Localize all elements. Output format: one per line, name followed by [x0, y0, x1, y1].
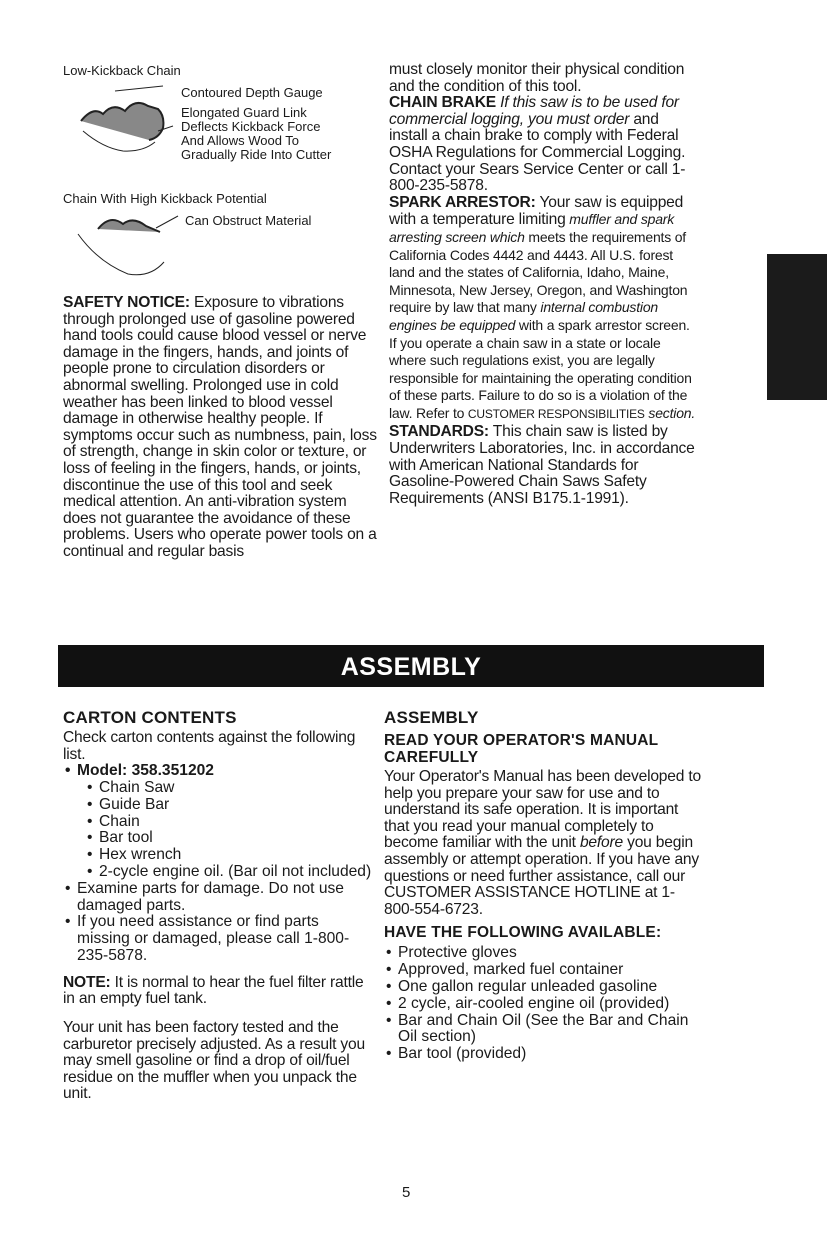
- list-item: • If you need assistance or find parts missing or damaged, please call 1-800-235-5878.: [63, 914, 373, 964]
- list-item: • Bar tool (provided): [384, 1046, 704, 1063]
- note-paragraph: [63, 975, 373, 1008]
- list-item: • Bar tool: [85, 830, 373, 847]
- standards-heading: STANDARDS:: [389, 423, 489, 441]
- high-kickback-chain-icon: [68, 204, 188, 284]
- note-text: It is normal to hear the fuel filter rattle in an empty fuel tank.: [63, 973, 364, 1008]
- safety-notice-heading: SAFETY NOTICE:: [63, 294, 190, 311]
- spark-end: section.: [644, 404, 696, 421]
- list-item: • 2-cycle engine oil. (Bar oil not included): [85, 864, 373, 881]
- chain-brake-heading: CHAIN BRAKE: [389, 94, 496, 112]
- caption-line: Elongated Guard Link: [181, 105, 307, 120]
- have-available-list: [384, 945, 704, 1063]
- high-kickback-label: Chain With High Kickback Potential: [63, 191, 267, 206]
- obstruct-material-label: Can Obstruct Material: [185, 213, 312, 228]
- list-item: • Hex wrench: [85, 847, 373, 864]
- kickback-diagram: [63, 62, 383, 272]
- have-available-heading: HAVE THE FOLLOWING AVAILABLE:: [384, 924, 662, 942]
- read-manual-subheading: READ YOUR OPERATOR'S MANUAL CAREFULLY: [384, 732, 659, 766]
- guard-link-caption: [181, 106, 331, 162]
- safety-notice: [63, 295, 378, 561]
- spark-italic: muffler and spark arresting screen which: [389, 211, 675, 245]
- caption-line: Deflects Kickback Force: [181, 119, 321, 134]
- list-item: • One gallon regular unleaded gasoline: [384, 979, 704, 996]
- factory-tested-paragraph: Your unit has been factory tested and the carburetor precisely adjusted. As a result you may smell gasoline or find a drop of oil/fuel residue on the muffler when you unpack the unit.: [63, 1018, 365, 1103]
- spark-arrestor-paragraph: [389, 195, 699, 423]
- list-item: • Examine parts for damage. Do not use damaged parts.: [63, 881, 373, 915]
- standards-text: This chain saw is listed by Underwriters Laboratories, Inc. in accordance with American National Standards for Gasoline-Powered Chain Saws Safety Requirements (ANSI B175.1-1991).: [389, 423, 695, 507]
- list-item: • 2 cycle, air-cooled engine oil (provided): [384, 996, 704, 1013]
- contoured-depth-gauge-label: Contoured Depth Gauge: [181, 85, 323, 100]
- low-kickback-chain-icon: [63, 76, 193, 166]
- caption-line: And Allows Wood To: [181, 133, 300, 148]
- spark-lead: Your saw is equipped with a temperature limiting: [389, 193, 684, 229]
- manual-text-a: Your Operator's Manual has been developed to help you prepare your saw for use and to understand its safe operation. It is important that you read your manual completely to become familiar with the unit: [384, 768, 701, 852]
- carton-items-list: [85, 780, 373, 881]
- customer-responsibilities-ref: CUSTOMER RESPONSIBILITIES: [467, 406, 645, 421]
- standards-paragraph: [389, 424, 699, 507]
- chain-brake-text: and install a chain brake to comply with Federal OSHA Regulations for Commercial Logging. Contact your Sears Service Center or call 1-800-235-5878.: [389, 110, 686, 195]
- assembly-heading: ASSEMBLY: [384, 708, 479, 727]
- list-item: • Protective gloves: [384, 945, 704, 962]
- safety-notice-paragraph: [63, 295, 378, 561]
- manual-text-b: you begin assembly or attempt operation. If you have any questions or need further assistance, call our CUSTOMER ASSISTANCE HOTLINE at 1-800-554-6723.: [384, 834, 699, 918]
- chain-brake-paragraph: [389, 95, 699, 195]
- caption-line: Gradually Ride Into Cutter: [181, 147, 332, 162]
- model-bullet: • Model: 358.351202: [63, 763, 373, 780]
- low-kickback-label: Low-Kickback Chain: [63, 63, 181, 78]
- assembly-banner: [58, 645, 764, 687]
- list-item: • Approved, marked fuel container: [384, 962, 704, 979]
- spark-arrestor-heading: SPARK ARRESTOR:: [389, 193, 536, 211]
- spark-text-2: with a spark arrestor screen. If you operate a chain saw in a state or locale where such regulations exist, you are legally responsible for maintaining the operating condition of these parts. Failure to do so is a violation of the law. Refer to: [389, 316, 692, 421]
- list-item: • Guide Bar: [85, 797, 373, 814]
- operators-manual-paragraph: [384, 769, 704, 918]
- assembly-section: [384, 708, 704, 1063]
- carton-contents-section: [63, 708, 373, 1103]
- continuation-text: must closely monitor their physical condition and the condition of this tool.: [389, 61, 685, 95]
- right-column-top: [389, 62, 699, 507]
- banner-title: ASSEMBLY: [340, 653, 482, 681]
- spark-text: meets the requirements of California Codes 4442 and 4443. All U.S. forest land and the states of California, Idaho, Maine, Minnesota, New Jersey, Oregon, and Washington require by law that many: [389, 228, 688, 316]
- carton-contents-heading: CARTON CONTENTS: [63, 708, 237, 727]
- manual-text-italic: before: [579, 834, 623, 852]
- list-item: • Chain Saw: [85, 780, 373, 797]
- list-item: • Chain: [85, 814, 373, 831]
- chain-brake-italic: If this saw is to be used for commercial logging, you must order: [389, 94, 679, 128]
- carton-intro: Check carton contents against the following list.: [63, 729, 356, 763]
- page-number: 5: [402, 1184, 411, 1201]
- section-edge-tab: [767, 254, 827, 400]
- note-label: NOTE:: [63, 973, 111, 991]
- spark-italic-2: internal combustion engines be equipped: [389, 299, 659, 333]
- list-item: • Bar and Chain Oil (See the Bar and Chain Oil section): [384, 1013, 704, 1047]
- safety-notice-text: Exposure to vibrations through prolonged use of gasoline powered hand tools could cause blood vessel or nerve damage in the fingers, hands, and joints of people prone to circulation disorders or abnormal swelling. Prolonged use in cold weather has been linked to blood vessel damage in otherwise healthy people. If symptoms occur such as numbness, pain, loss of strength, change in skin color or texture, or loss of feeling in the fingers, hands, or joints, discontinue the use of this tool and seek medical attention. An anti-vibration system does not guarantee the avoidance of these problems. Users who operate power tools on a continual and regular basis: [63, 294, 377, 560]
